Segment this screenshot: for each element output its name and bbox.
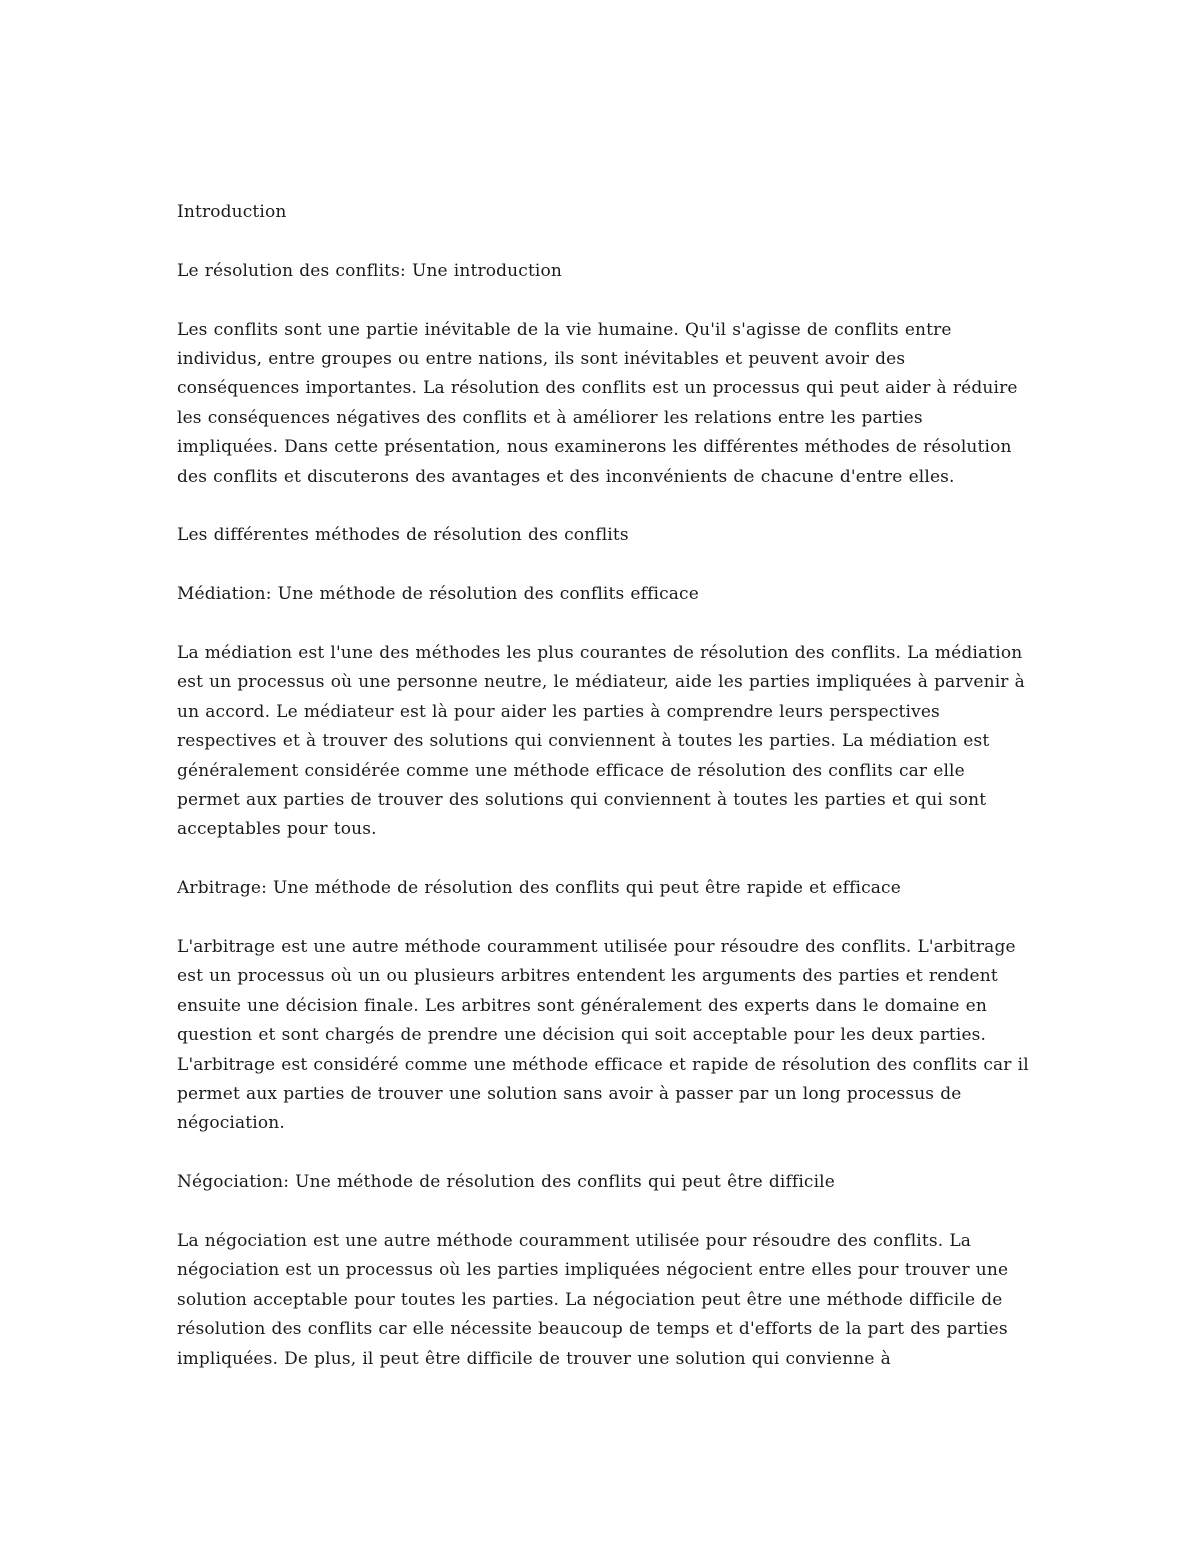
negociation-paragraph: La négociation est une autre méthode couramment utilisée pour résoudre des conflits. La négociation est un processus où les parties impliquées négocient entre elles pour trouver une solution acceptable pour toutes les parties. La négociation peut être une méthode difficile de résolution des conflits car elle nécessite beaucoup de temps et d'efforts de la part des parties impliquées. De plus, il peut être difficile de trouver une solution qui convienne à (177, 1231, 1009, 1369)
document-heading: Introduction (177, 202, 287, 222)
negociation-title: Négociation: Une méthode de résolution des conflits qui peut être difficile (177, 1172, 835, 1193)
methods-title: Les différentes méthodes de résolution des conflits (177, 525, 629, 546)
document-body (177, 198, 1029, 1404)
intro-paragraph: Les conflits sont une partie inévitable de la vie humaine. Qu'il s'agisse de conflits entre individus, entre groupes ou entre nations, ils sont inévitables et peuvent avoir des conséquences importantes. La résolution des conflits est un processus qui peut aider à réduire les conséquences négatives des conflits et à améliorer les relations entre les parties impliquées. Dans cette présentation, nous examinerons les différentes méthodes de résolution des conflits et discuterons des avantages et des inconvénients de chacune d'entre elles. (177, 319, 1018, 487)
arbitrage-title: Arbitrage: Une méthode de résolution des conflits qui peut être rapide et efficace (177, 878, 901, 899)
mediation-paragraph: La médiation est l'une des méthodes les plus courantes de résolution des conflits. La médiation est un processus où une personne neutre, le médiateur, aide les parties impliquées à parvenir à un accord. Le médiateur est là pour aider les parties à comprendre leurs perspectives respectives et à trouver des solutions qui conviennent à toutes les parties. La médiation est généralement considérée comme une méthode efficace de résolution des conflits car elle permet aux parties de trouver des solutions qui conviennent à toutes les parties et qui sont acceptables pour tous. (177, 643, 1025, 840)
arbitrage-paragraph: L'arbitrage est une autre méthode couramment utilisée pour résoudre des conflits. L'arbitrage est un processus où un ou plusieurs arbitres entendent les arguments des parties et rendent ensuite une décision finale. Les arbitres sont généralement des experts dans le domaine en question et sont chargés de prendre une décision qui soit acceptable pour les deux parties. L'arbitrage est considéré comme une méthode efficace et rapide de résolution des conflits car il permet aux parties de trouver une solution sans avoir à passer par un long processus de négociation. (177, 937, 1029, 1134)
intro-title: Le résolution des conflits: Une introduction (177, 260, 562, 281)
mediation-title: Médiation: Une méthode de résolution des conflits efficace (177, 584, 699, 605)
